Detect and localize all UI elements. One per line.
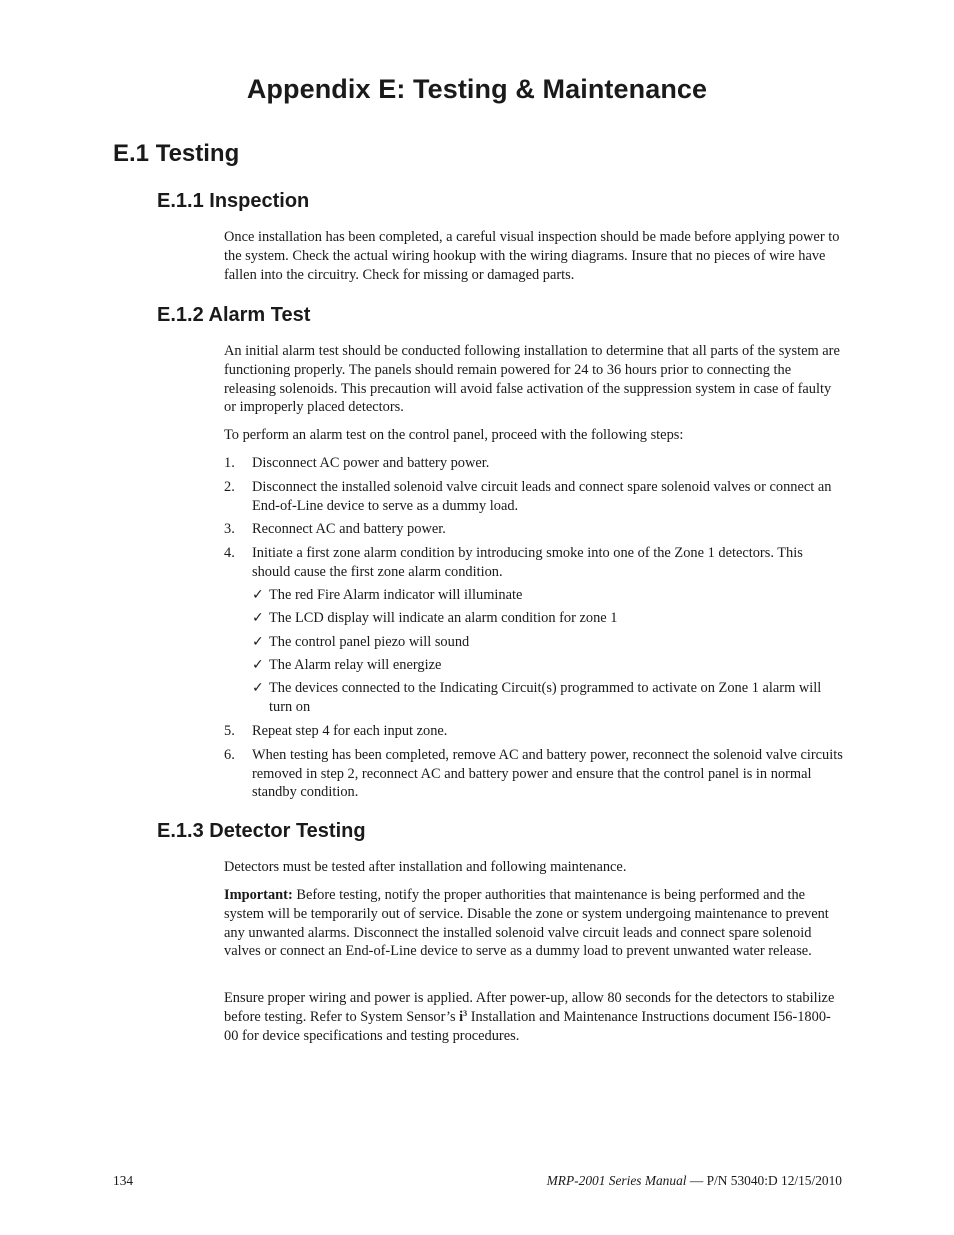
- step-item: [224, 478, 844, 516]
- check-item: [252, 679, 844, 717]
- step-text: When testing has been completed, remove AC and battery power, reconnect the solenoid valve circuits removed in step 2, reconnect AC and battery power and ensure that the control panel is in normal standby condition.: [252, 746, 843, 801]
- paragraph-text-before: Ensure proper wiring and power is applied. After power-up, allow 80 seconds for the detectors to stabilize before testing. Refer to System Sensor’s: [224, 990, 835, 1025]
- step-number: 3.: [224, 521, 235, 538]
- step-number: 4.: [224, 545, 235, 562]
- inspection-paragraph: Once installation has been completed, a careful visual inspection should be made before applying power to the system. Check the actual wiring hookup with the wiring diagrams. Insure that no pieces of wire have fallen into the circuitry. Check for missing or damaged parts.: [224, 229, 840, 283]
- check-text: The red Fire Alarm indicator will illuminate: [269, 586, 523, 603]
- step-item: [224, 544, 844, 717]
- heading-detector-testing: E.1.3 Detector Testing: [157, 820, 366, 842]
- step-text: Reconnect AC and battery power.: [252, 521, 446, 538]
- check-text: The LCD display will indicate an alarm condition for zone 1: [269, 610, 618, 627]
- detector-testing-paragraph: Detectors must be tested after installation and following maintenance.: [224, 859, 627, 875]
- check-text: The Alarm relay will energize: [269, 656, 442, 673]
- step-text: Initiate a first zone alarm condition by introducing smoke into one of the Zone 1 detectors. This should cause the first zone alarm condition.: [252, 545, 803, 580]
- checkmark-icon: ✓: [252, 610, 264, 627]
- checkmark-icon: ✓: [252, 586, 264, 603]
- important-text: Before testing, notify the proper authorities that maintenance is being performed and the system will be temporarily out of service. Disable the zone or system undergoing maintenance to prevent any unwanted alarms. Disconnect the installed solenoid valve circuit leads and connect spare solenoid valves or connect an End-of-Line device to serve as a dummy load to prevent unwanted water release.: [224, 887, 829, 960]
- alarm-test-steps: [224, 454, 844, 807]
- heading-alarm-test: E.1.2 Alarm Test: [157, 304, 311, 326]
- check-text: The devices connected to the Indicating Circuit(s) programmed to activate on Zone 1 alarm will turn on: [269, 680, 822, 716]
- important-label: Important:: [224, 887, 293, 903]
- step-item: [224, 722, 844, 741]
- step-number: 1.: [224, 455, 235, 471]
- expected-results-list: [252, 586, 844, 717]
- footer-dash: —: [686, 1173, 707, 1188]
- step-number: 2.: [224, 478, 235, 495]
- checkmark-icon: ✓: [252, 633, 264, 650]
- check-item: [252, 656, 844, 675]
- step-item: [224, 520, 844, 539]
- paragraph-text-after: Installation and Maintenance Instructions document I56-1800-00 for device specifications and testing procedures.: [224, 1008, 831, 1044]
- alarm-test-intro: An initial alarm test should be conducted following installation to determine that all parts of the system are functioning properly. The panels should remain powered for 24 to 36 hours prior to connecting the releasing solenoids. This precaution will avoid false activation of the suppression system in case of faulty or improperly placed detectors.: [224, 343, 840, 416]
- section-title-testing: E.1 Testing: [113, 140, 240, 167]
- step-item: [224, 454, 844, 473]
- step-text: Disconnect AC power and battery power.: [252, 455, 490, 471]
- footer-manual-info: [547, 1173, 842, 1189]
- appendix-title: Appendix E: Testing & Maintenance: [246, 74, 708, 104]
- step-number: 5.: [224, 722, 235, 739]
- step-text: Disconnect the installed solenoid valve circuit leads and connect spare solenoid valves or connect an End-of-Line device to serve as a dummy load.: [252, 478, 832, 514]
- checkmark-icon: ✓: [252, 680, 264, 697]
- check-item: [252, 633, 844, 652]
- page-number: 134: [113, 1173, 134, 1188]
- important-notice: [224, 886, 842, 961]
- check-text: The control panel piezo will sound: [269, 633, 470, 650]
- i3-brand: $i^3$: [459, 1008, 468, 1025]
- check-item: [252, 609, 844, 628]
- step-item: [224, 746, 844, 802]
- check-item: [252, 586, 844, 605]
- heading-inspection: E.1.1 Inspection: [157, 190, 310, 212]
- step-text: Repeat step 4 for each input zone.: [252, 722, 448, 739]
- step-number: 6.: [224, 746, 235, 763]
- manual-title: MRP-2001 Series Manual: [546, 1173, 687, 1188]
- part-number-date: P/N 53040:D 12/15/2010: [706, 1173, 842, 1188]
- wiring-power-paragraph: [224, 989, 842, 1045]
- alarm-test-lead: To perform an alarm test on the control panel, proceed with the following steps:: [224, 427, 684, 443]
- checkmark-icon: ✓: [252, 656, 264, 673]
